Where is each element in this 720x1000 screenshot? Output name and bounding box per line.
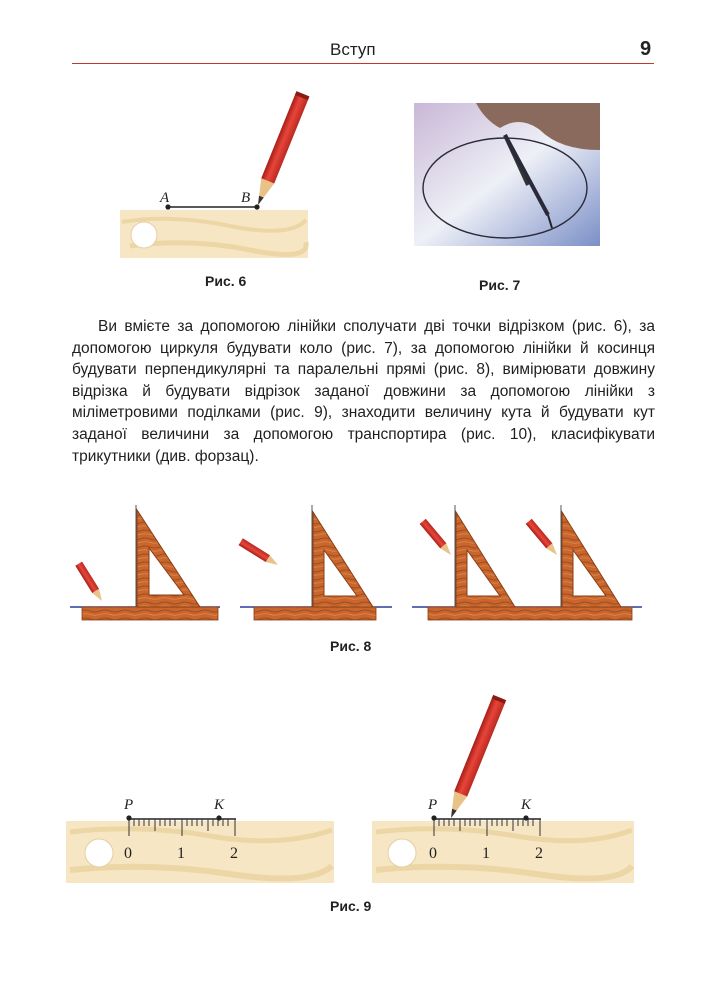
pencil-icon: [239, 538, 281, 568]
figure-6: [120, 91, 309, 258]
page-number: 9: [640, 38, 652, 60]
ruler-hole: [85, 839, 113, 867]
point-a-label: A: [160, 190, 170, 206]
set-square: [562, 512, 621, 607]
figure-9-left: [66, 797, 334, 883]
ruler-hole: [388, 839, 416, 867]
set-square: [137, 510, 200, 607]
tick-label-2: 2: [535, 845, 543, 862]
pencil-icon: [420, 519, 454, 558]
pencil-icon: [75, 562, 105, 604]
point-k-label: K: [214, 797, 225, 813]
pencil-icon: [526, 519, 560, 558]
figure-9-right: [372, 695, 634, 883]
fig6-caption: Рис. 6: [205, 273, 247, 289]
pencil-icon: [252, 91, 310, 208]
fig9-caption: Рис. 9: [330, 898, 372, 914]
pencil-icon: [445, 695, 507, 821]
point-p-label: P: [124, 797, 134, 813]
point-b-label: B: [241, 190, 251, 206]
figure-8: [70, 505, 642, 620]
intro-paragraph-text: Ви вмієте за допомогою лінійки сполучати дві точки відрізком (рис. 6), за допомогою циркуля будувати коло (рис. 7), за допомогою лінійки й косинця будувати перпендикулярні та паралельні прямі (рис. 8), вимірювати довжину відрізка й будувати відрізок заданої довжини за допомогою лінійки з міліметровими поділками (рис. 9), знаходити величину кута й будувати кут заданої величини за допомогою транспортира (рис. 10), класифікувати трикутники (див. форзац).: [72, 318, 655, 465]
figure-7-photo: [414, 103, 600, 246]
ruler-hole: [131, 222, 157, 248]
tick-label-0: 0: [429, 845, 437, 862]
tick-label-1: 1: [482, 845, 490, 862]
fig8-caption: Рис. 8: [330, 638, 372, 654]
point-k-label: K: [521, 797, 532, 813]
set-square: [313, 512, 373, 607]
header-title: Вступ: [330, 40, 376, 59]
set-square: [456, 512, 515, 607]
point-p-label: P: [428, 797, 438, 813]
ruler-wood: [82, 607, 218, 620]
intro-paragraph: [72, 316, 655, 467]
tick-label-0: 0: [124, 845, 132, 862]
tick-label-1: 1: [177, 845, 185, 862]
fig7-caption: Рис. 7: [479, 277, 521, 293]
tick-label-2: 2: [230, 845, 238, 862]
